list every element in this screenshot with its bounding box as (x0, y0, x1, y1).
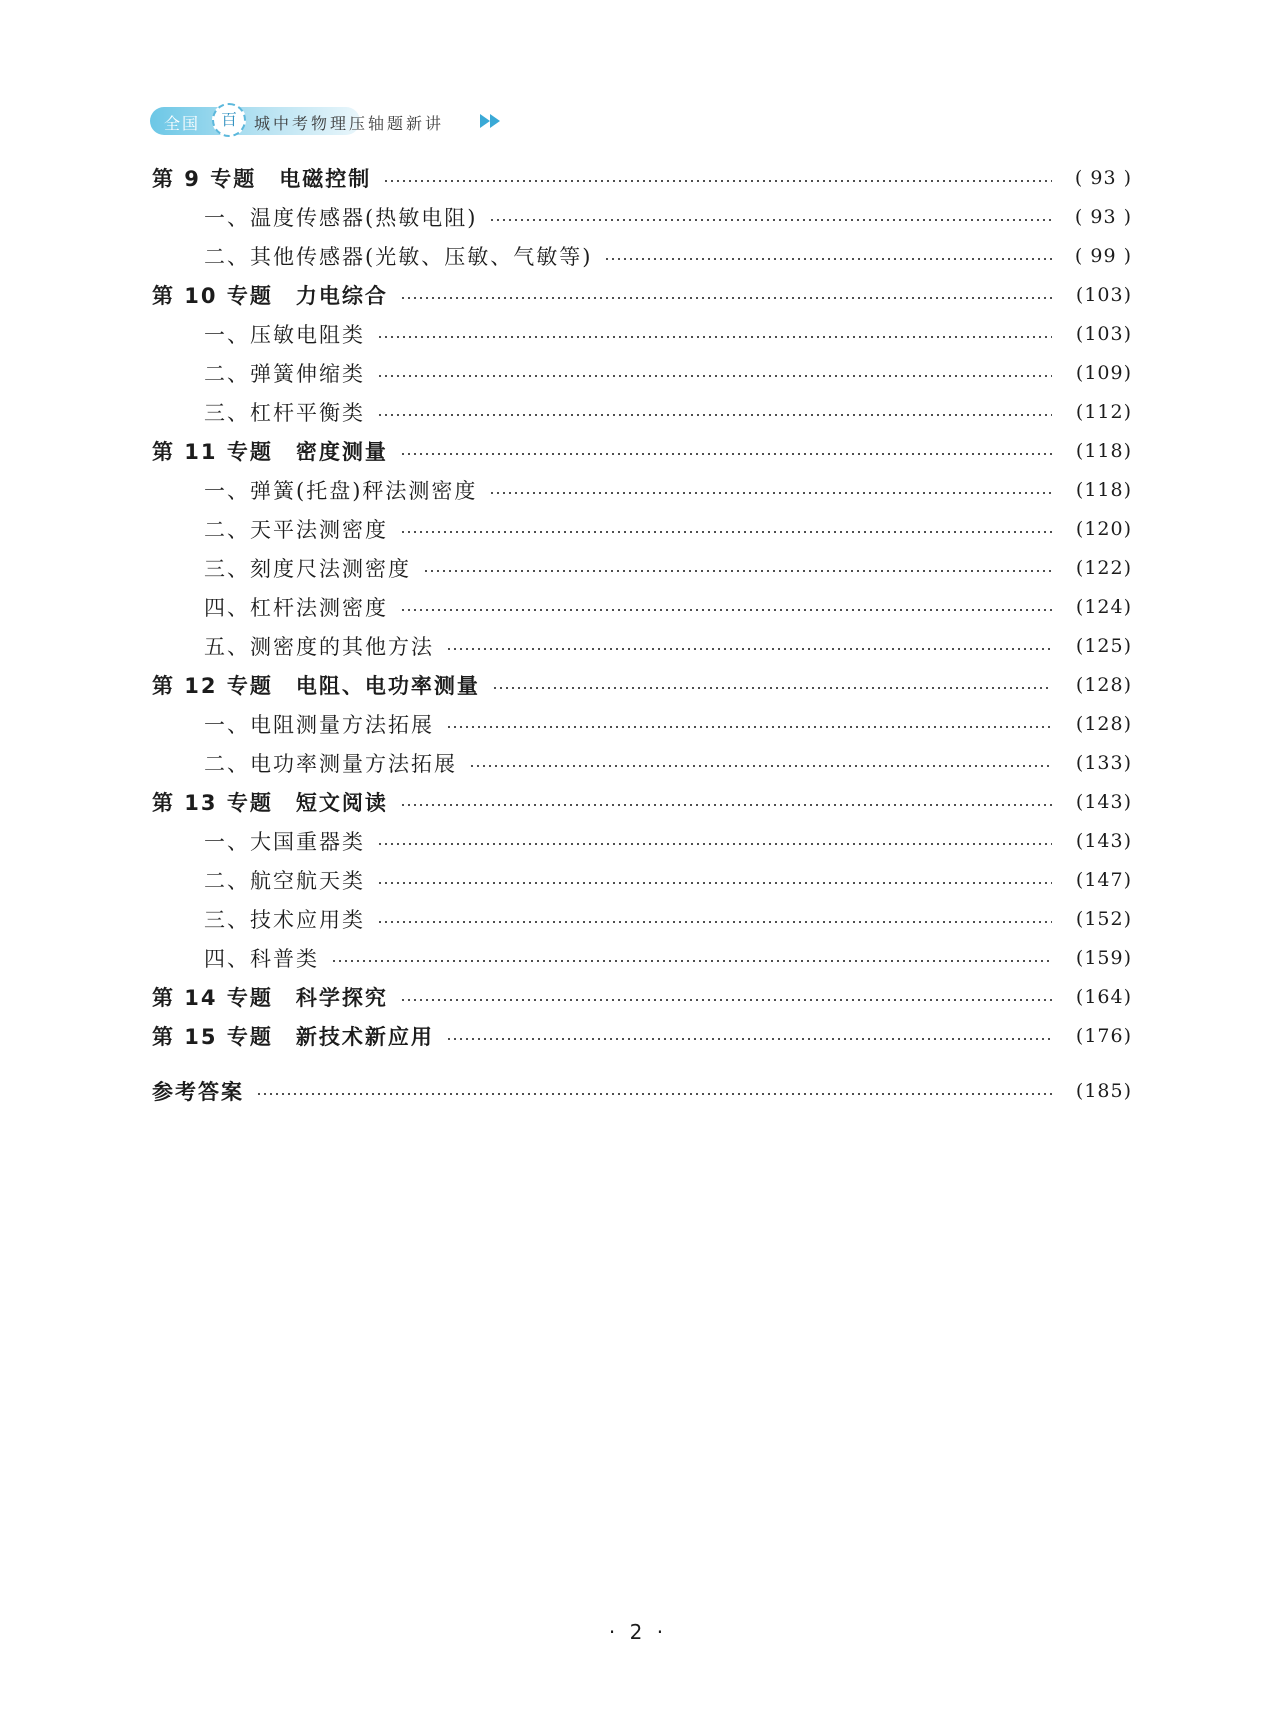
toc-entry-label: 一、大国重器类 (204, 830, 365, 854)
dot-leader (423, 570, 1052, 572)
dot-leader (400, 609, 1052, 611)
toc-chapter-entry[interactable] (152, 163, 1132, 193)
series-label-left: 全国 (164, 114, 201, 133)
toc-section-entry[interactable] (204, 709, 1132, 739)
toc-entry-label: 第 12 专题 电阻、电功率测量 (152, 674, 480, 698)
toc-page-number: (120) (1075, 518, 1132, 540)
toc-page-number: (164) (1075, 986, 1132, 1008)
toc-entry-label: 五、测密度的其他方法 (204, 635, 434, 659)
toc-section-entry[interactable] (204, 553, 1132, 583)
toc-entry-label: 第 9 专题 电磁控制 (152, 167, 372, 191)
dot-leader (446, 726, 1052, 728)
toc-entry-label: 第 14 专题 科学探究 (152, 986, 388, 1010)
toc-section-entry[interactable] (204, 826, 1132, 856)
dot-leader (377, 882, 1052, 884)
toc-section-entry[interactable] (204, 241, 1132, 271)
toc-entry-label: 四、杠杆法测密度 (204, 596, 388, 620)
toc-entry-label: 第 15 专题 新技术新应用 (152, 1025, 434, 1049)
toc-section-entry[interactable] (204, 943, 1132, 973)
toc-page-number: (109) (1075, 362, 1132, 384)
dot-leader (400, 297, 1052, 299)
toc-section-entry[interactable] (204, 397, 1132, 427)
toc-entry-label: 二、弹簧伸缩类 (204, 362, 365, 386)
dot-leader (377, 921, 1052, 923)
toc-page-number: (103) (1075, 323, 1132, 345)
running-header (150, 104, 445, 138)
toc-page-number: (118) (1075, 440, 1132, 462)
dot-leader (492, 687, 1052, 689)
dot-leader (400, 999, 1052, 1001)
dot-leader (469, 765, 1052, 767)
series-circle-badge: 百 (212, 103, 246, 137)
toc-entry-label: 二、天平法测密度 (204, 518, 388, 542)
toc-entry-label: 第 10 专题 力电综合 (152, 284, 388, 308)
toc-section-entry[interactable] (204, 514, 1132, 544)
dot-leader (489, 219, 1052, 221)
dot-leader (489, 492, 1052, 494)
dot-leader (383, 180, 1052, 182)
dot-leader (377, 843, 1052, 845)
dot-leader (446, 648, 1052, 650)
toc-entry-label: 二、电功率测量方法拓展 (204, 752, 457, 776)
toc-page-number: (128) (1075, 674, 1132, 696)
toc-entry-label: 四、科普类 (204, 947, 319, 971)
toc-entry-label: 第 13 专题 短文阅读 (152, 791, 388, 815)
toc-page-number: ( 93 ) (1074, 206, 1132, 228)
toc-page-number: (124) (1075, 596, 1132, 618)
toc-entry-label: 三、杠杆平衡类 (204, 401, 365, 425)
toc-page-number: (103) (1075, 284, 1132, 306)
toc-section-entry[interactable] (204, 865, 1132, 895)
toc-entry-label: 三、刻度尺法测密度 (204, 557, 411, 581)
dot-leader (446, 1038, 1052, 1040)
toc-section-entry[interactable] (204, 592, 1132, 622)
toc-chapter-entry[interactable] (152, 1076, 1132, 1106)
toc-page-number: (133) (1075, 752, 1132, 774)
toc-page-number: (125) (1075, 635, 1132, 657)
dot-leader (604, 258, 1052, 260)
toc-section-entry[interactable] (204, 358, 1132, 388)
dot-leader (331, 960, 1052, 962)
dot-leader (400, 453, 1052, 455)
toc-chapter-entry[interactable] (152, 787, 1132, 817)
toc-page-number: (112) (1075, 401, 1132, 423)
toc-entry-label: 一、温度传感器(热敏电阻) (204, 206, 478, 230)
toc-page-number: (147) (1075, 869, 1132, 891)
toc-entry-label: 一、弹簧(托盘)秤法测密度 (204, 479, 478, 503)
dot-leader (377, 336, 1052, 338)
toc-entry-label: 二、航空航天类 (204, 869, 365, 893)
toc-page-number: (185) (1075, 1080, 1132, 1102)
toc-page-number: (143) (1075, 791, 1132, 813)
toc-page-number: (118) (1075, 479, 1132, 501)
dot-leader (400, 804, 1052, 806)
toc-entry-label: 参考答案 (152, 1080, 244, 1104)
toc-entry-label: 第 11 专题 密度测量 (152, 440, 388, 464)
dot-leader (377, 414, 1052, 416)
toc-page-number: (176) (1075, 1025, 1132, 1047)
toc-chapter-entry[interactable] (152, 436, 1132, 466)
toc-entry-label: 三、技术应用类 (204, 908, 365, 932)
toc-page-number: ( 99 ) (1074, 245, 1132, 267)
series-banner (150, 107, 445, 135)
toc-chapter-entry[interactable] (152, 280, 1132, 310)
toc-section-entry[interactable] (204, 904, 1132, 934)
dot-leader (400, 531, 1052, 533)
toc-page-number: (122) (1075, 557, 1132, 579)
toc-section-entry[interactable] (204, 631, 1132, 661)
toc-entry-label: 二、其他传感器(光敏、压敏、气敏等) (204, 245, 593, 269)
toc-section-entry[interactable] (204, 748, 1132, 778)
toc-section-entry[interactable] (204, 475, 1132, 505)
double-arrow-icon (480, 114, 500, 128)
series-title: 城中考物理压轴题新讲 (254, 114, 445, 133)
toc-page-number: (152) (1075, 908, 1132, 930)
toc-chapter-entry[interactable] (152, 982, 1132, 1012)
toc-section-entry[interactable] (204, 319, 1132, 349)
toc-page-number: (159) (1075, 947, 1132, 969)
dot-leader (256, 1093, 1052, 1095)
toc-page-number: (128) (1075, 713, 1132, 735)
toc-entry-label: 一、电阻测量方法拓展 (204, 713, 434, 737)
toc-chapter-entry[interactable] (152, 1021, 1132, 1051)
toc-page-number: (143) (1075, 830, 1132, 852)
toc-section-entry[interactable] (204, 202, 1132, 232)
page-number: · 2 · (608, 1620, 668, 1644)
toc-page-number: ( 93 ) (1074, 167, 1132, 189)
dot-leader (377, 375, 1052, 377)
toc-chapter-entry[interactable] (152, 670, 1132, 700)
toc-entry-label: 一、压敏电阻类 (204, 323, 365, 347)
